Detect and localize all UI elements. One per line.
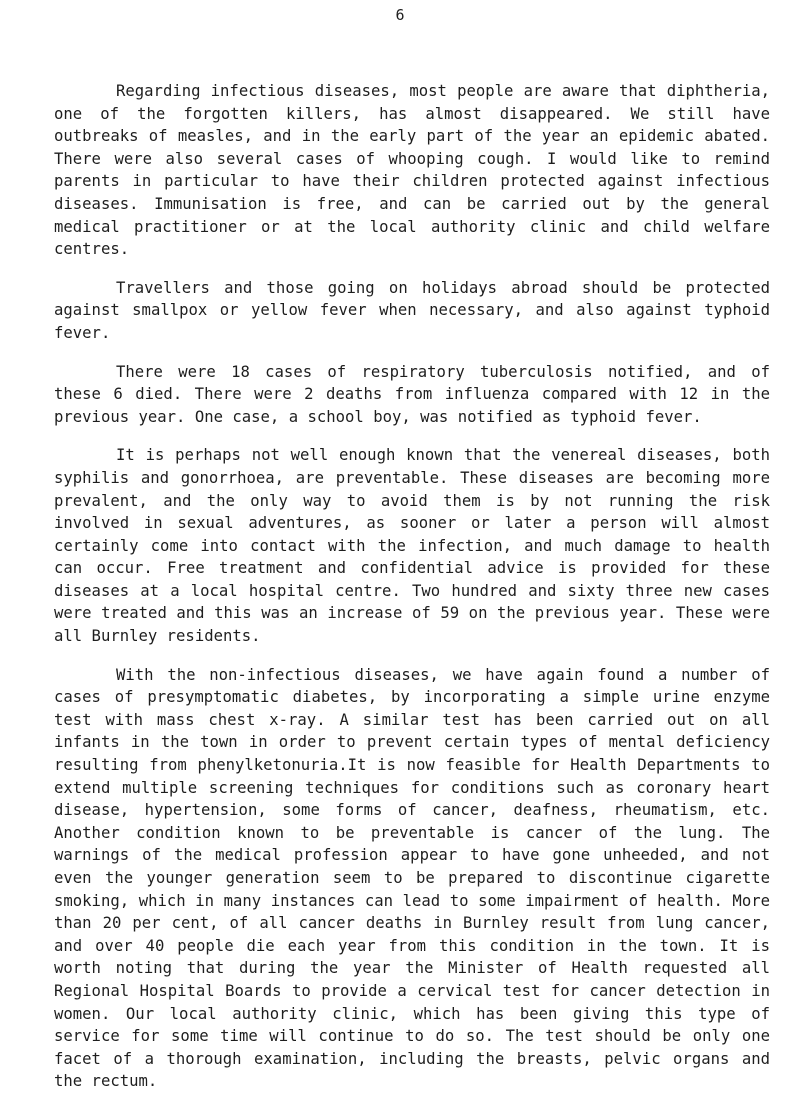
paragraph-non-infectious-diseases: With the non-infectious diseases, we have again found a number of cases of presymptomatic diabetes, by incorporating a simple urine enzyme test with mass chest x-ray. A similar test has been carried out on all infants in the town in order to prevent certain types of mental deficiency resulting from phenylketonuria.It is now feasible for Health Departments to extend multiple screening techniques for conditions such as coronary heart disease, hypertension, some forms of cancer, deafness, rheumatism, etc. Another condition known to be preventable is cancer of the lung. The warnings of the medical profession appear to have gone unheeded, and not even the younger generation seem to be prepared to discontinue cigarette smoking, which in many instances can lead to some impairment of health. More than 20 per cent, of all cancer deaths in Burnley result from lung cancer, and over 40 people die each year from this condition in the town. It is worth noting that during the year the Minister of Health requested all Regional Hospital Boards to provide a cervical test for cancer detection in women. Our local authority clinic, which has been giving this type of service for some time will continue to do so. The test should be only one facet of a thorough examination, including the breasts, pelvic organs and the rectum. bbox=[54, 665, 770, 1091]
document-body bbox=[54, 80, 770, 1107]
paragraph-travellers: Travellers and those going on holidays abroad should be protected against smallpox or yellow fever when necessary, and also against typhoid fever. bbox=[54, 278, 770, 342]
paragraph-tuberculosis: There were 18 cases of respiratory tuberculosis notified, and of these 6 died. There were 2 deaths from influenza compared with 12 in the previous year. One case, a school boy, was notified as typhoid fever. bbox=[54, 362, 770, 426]
paragraph-venereal-diseases: It is perhaps not well enough known that the venereal diseases, both syphilis and gonorrhoea, are preventable. These diseases are becoming more prevalent, and the only way to avoid them is by not running the risk involved in sexual adventures, as sooner or later a person will almost certainly come into contact with the infection, and much damage to health can occur. Free treatment and confidential advice is provided for these diseases at a local hospital centre. Two hundred and sixty three new cases were treated and this was an increase of 59 on the previous year. These were all Burnley residents. bbox=[54, 446, 770, 646]
page-number: 6 bbox=[395, 6, 405, 24]
paragraph-infectious-diseases: Regarding infectious diseases, most people are aware that diphtheria, one of the forgotten killers, has almost disappeared. We still have outbreaks of measles, and in the early part of the year an epidemic abated. There were also several cases of whooping cough. I would like to remind parents in particular to have their children protected against infectious diseases. Immunisation is free, and can be carried out by the general medical practitioner or at the local authority clinic and child welfare centres. bbox=[54, 82, 770, 259]
